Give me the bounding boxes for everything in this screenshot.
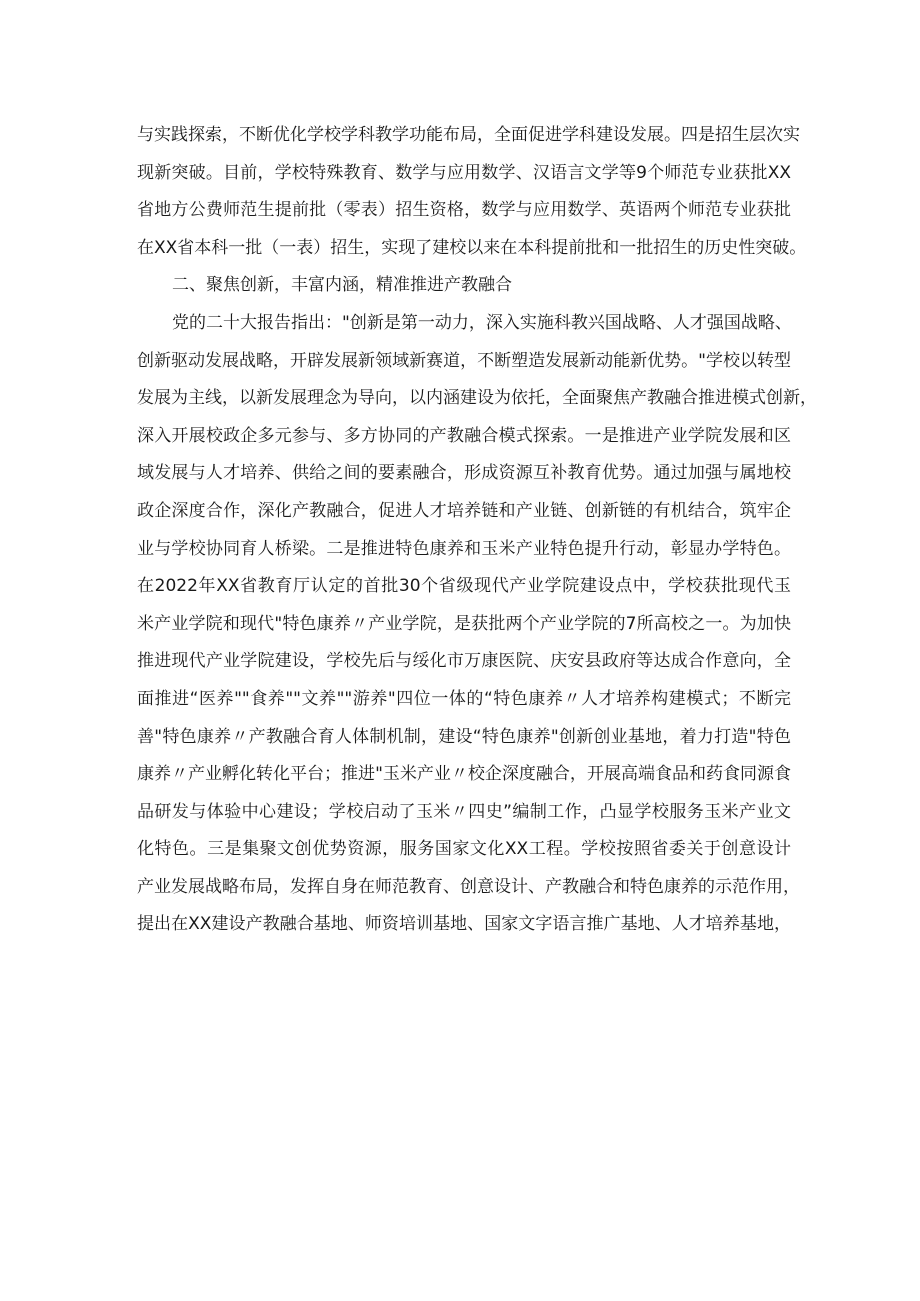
text-line: 在2022年XX省教育厅认定的首批30个省级现代产业学院建设点中，学校获批现代玉 (137, 576, 791, 597)
text-line: 善"特色康养〃产教融合育人体制机制，建设“特色康养"创新创业基地，着力打造"特色 (137, 726, 791, 747)
text-line: 品研发与体验中心建设；学校启动了玉米〃四史”编制工作，凸显学校服务玉米产业文 (137, 801, 791, 822)
text-line: 业与学校协同育人桥梁。二是推进特色康养和玉米产业特色提升行动，彰显办学特色。 (137, 538, 791, 559)
text-line: 产业发展战略布局，发挥自身在师范教育、创意设计、产教融合和特色康养的示范作用， (137, 876, 800, 897)
text-line: 发展为主线，以新发展理念为导向，以内涵建设为依托，全面聚焦产教融合推进模式创新， (137, 388, 817, 409)
document-body (137, 117, 817, 944)
text-line: 省地方公费师范生提前批（零表）招生资格，数学与应用数学、英语两个师范专业获批 (137, 200, 791, 221)
text-line: 康养〃产业孵化转化平台；推进"玉米产业〃校企深度融合，开展高端食品和药食同源食 (137, 764, 791, 785)
text-line: 与实践探索，不断优化学校学科教学功能布局，全面促进学科建设发展。四是招生层次实 (137, 125, 800, 145)
text-line: 化特色。三是集聚文创优势资源，服务国家文化XX工程。学校按照省委关于创意设计 (137, 839, 791, 860)
section-heading: 二、聚焦创新，丰富内涵，精准推进产教融合 (172, 275, 512, 296)
text-line: 政企深度合作，深化产教融合，促进人才培养链和产业链、创新链的有机结合，筑牢企 (137, 500, 791, 521)
paragraph-enrollment (137, 117, 807, 267)
text-line: 域发展与人才培养、供给之间的要素融合，形成资源互补教育优势。通过加强与属地校 (137, 463, 791, 484)
text-line: 党的二十大报告指出："创新是第一动力，深入实施科教兴国战略、人才强国战略、 (172, 312, 792, 333)
text-line: 推进现代产业学院建设，学校先后与绥化市万康医院、庆安县政府等达成合作意向，全 (137, 651, 791, 672)
text-line: 在XX省本科一批（一表）招生，实现了建校以来在本科提前批和一批招生的历史性突破。 (137, 237, 807, 258)
text-line: 提出在XX建设产教融合基地、师资培训基地、国家文字语言推广基地、人才培养基地， (137, 914, 791, 935)
text-line: 米产业学院和现代"特色康养〃产业学院，是获批两个产业学院的7所高校之一。为加快 (137, 613, 791, 634)
text-line: 面推进“医养""食养""文养""游养"四位一体的“特色康养〃人才培养构建模式；不断完 (137, 688, 791, 709)
text-line: 深入开展校政企多元参与、多方协同的产教融合模式探索。一是推进产业学院发展和区 (137, 425, 791, 446)
text-line: 现新突破。目前，学校特殊教育、数学与应用数学、汉语言文学等9个师范专业获批XX (137, 162, 791, 183)
paragraph-industry-education (137, 305, 817, 944)
text-line: 创新驱动发展战略，开辟发展新领域新赛道，不断塑造发展新动能新优势。"学校以转型 (137, 350, 791, 371)
